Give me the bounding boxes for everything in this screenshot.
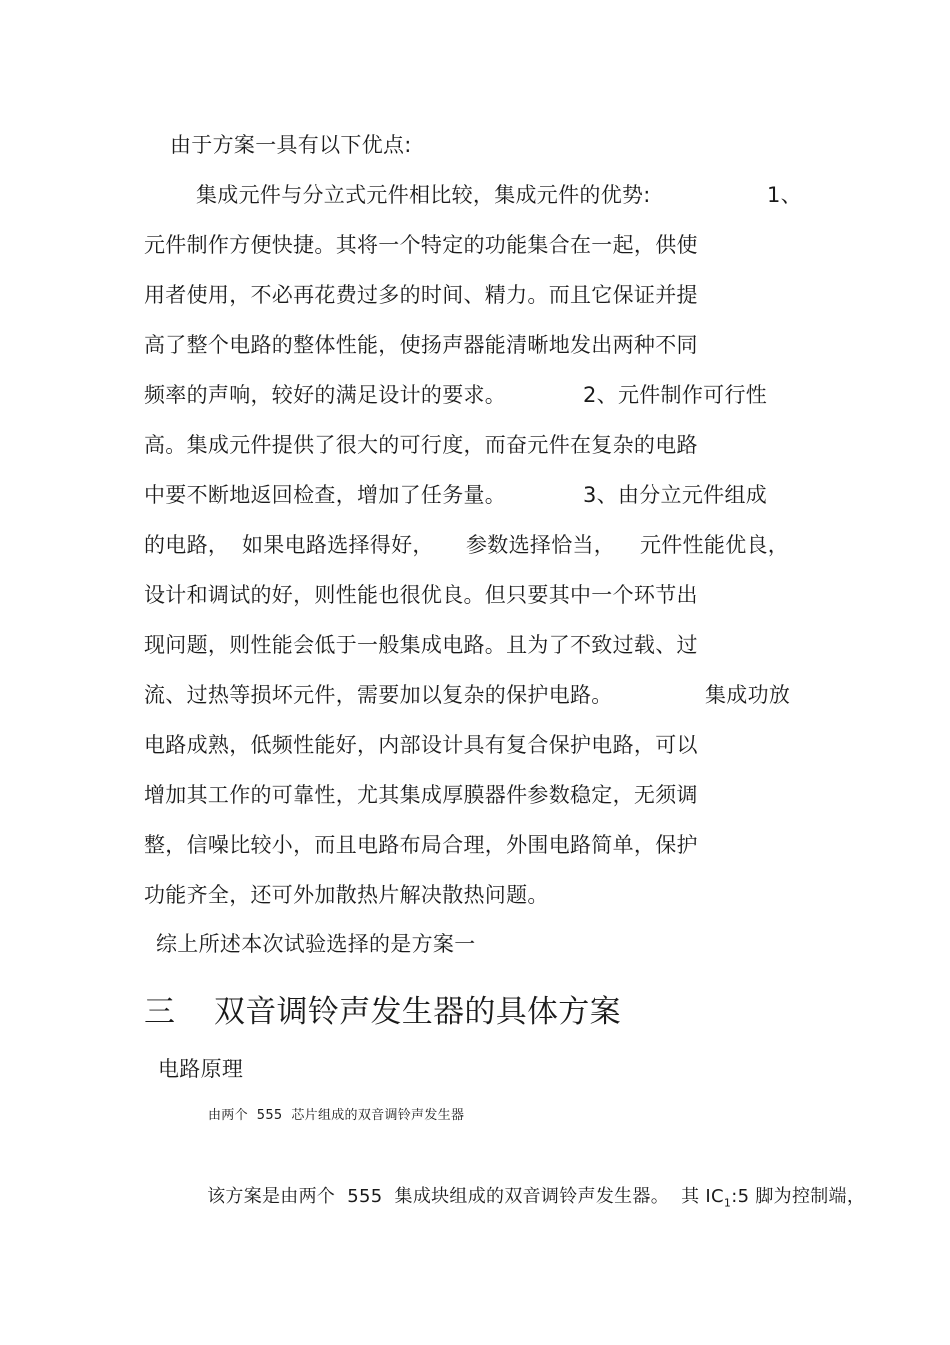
paragraph-line	[144, 481, 768, 509]
section-number: 三	[144, 994, 176, 1030]
conclusion-line: 综上所述本次试验选择的是方案一	[156, 932, 476, 956]
paragraph-line	[144, 881, 549, 909]
intro-line: 由于方案一具有以下优点:	[170, 133, 412, 157]
figure-caption: 由两个 555 芯片组成的双音调铃声发生器	[208, 1108, 465, 1123]
section-title: 双音调铃声发生器的具体方案	[214, 994, 621, 1030]
text-segment: :5 脚为控制端，	[731, 1186, 866, 1207]
paragraph-line	[144, 831, 698, 859]
paragraph-line	[144, 231, 698, 259]
section-heading	[144, 992, 621, 1032]
text-segment: 该方案是由两个 555 集成块组成的双音调铃声发生器。 其 IC	[207, 1186, 724, 1207]
text-segment: 电路成熟，低频性能好，内部设计具有复合保护电路，可以	[144, 733, 698, 757]
text-segment: 高。集成元件提供了很大的可行度，而奋元件在复杂的电路	[144, 433, 698, 457]
text-segment: 中要不断地返回检查，增加了任务量。	[144, 483, 507, 507]
text-segment: 参数选择恰当，	[466, 533, 616, 557]
text-segment: 功能齐全，还可外加散热片解决散热问题。	[144, 883, 549, 907]
text-segment: 元件制作方便快捷。其将一个特定的功能集合在一起，供使	[144, 233, 698, 257]
paragraph-line	[144, 581, 698, 609]
paragraph-line	[144, 631, 698, 659]
text-segment: 用者使用，不必再花费过多的时间、精力。而且它保证并提	[144, 283, 698, 307]
text-segment: 现问题，则性能会低于一般集成电路。且为了不致过载、过	[144, 633, 698, 657]
paragraph-line	[144, 681, 791, 709]
paragraph-line	[144, 431, 698, 459]
text-segment: 增加其工作的可靠性，尤其集成厚膜器件参数稳定，无须调	[144, 783, 698, 807]
paragraph-line	[183, 1155, 865, 1246]
text-segment: 设计和调试的好，则性能也很优良。但只要其中一个环节出	[144, 583, 698, 607]
subsection-heading: 电路原理	[158, 1057, 244, 1081]
paragraph-line	[144, 731, 698, 759]
subscript: 1	[723, 1196, 732, 1210]
text-segment: 整，信噪比较小，而且电路布局合理，外围电路简单，保护	[144, 833, 698, 857]
text-segment: 的电路，	[144, 533, 230, 557]
paragraph-line	[144, 531, 790, 559]
text-segment: 1、	[767, 183, 802, 207]
text-segment: 2、元件制作可行性	[583, 383, 768, 407]
paragraph-line	[196, 181, 802, 209]
text-segment: 3、由分立元件组成	[583, 483, 768, 507]
paragraph-line	[144, 381, 768, 409]
paragraph-line	[144, 331, 698, 359]
text-segment: 集成元件与分立式元件相比较，集成元件的优势:	[196, 183, 651, 207]
text-segment: 流、过热等损坏元件，需要加以复杂的保护电路。	[144, 683, 613, 707]
text-segment: 如果电路选择得好，	[242, 533, 434, 557]
text-segment: 高了整个电路的整体性能，使扬声器能清晰地发出两种不同	[144, 333, 698, 357]
paragraph-line	[144, 281, 698, 309]
text-segment: 集成功放	[705, 683, 791, 707]
paragraph-line	[144, 781, 698, 809]
text-segment: 频率的声响，较好的满足设计的要求。	[144, 383, 507, 407]
text-segment: 元件性能优良，	[640, 533, 790, 557]
